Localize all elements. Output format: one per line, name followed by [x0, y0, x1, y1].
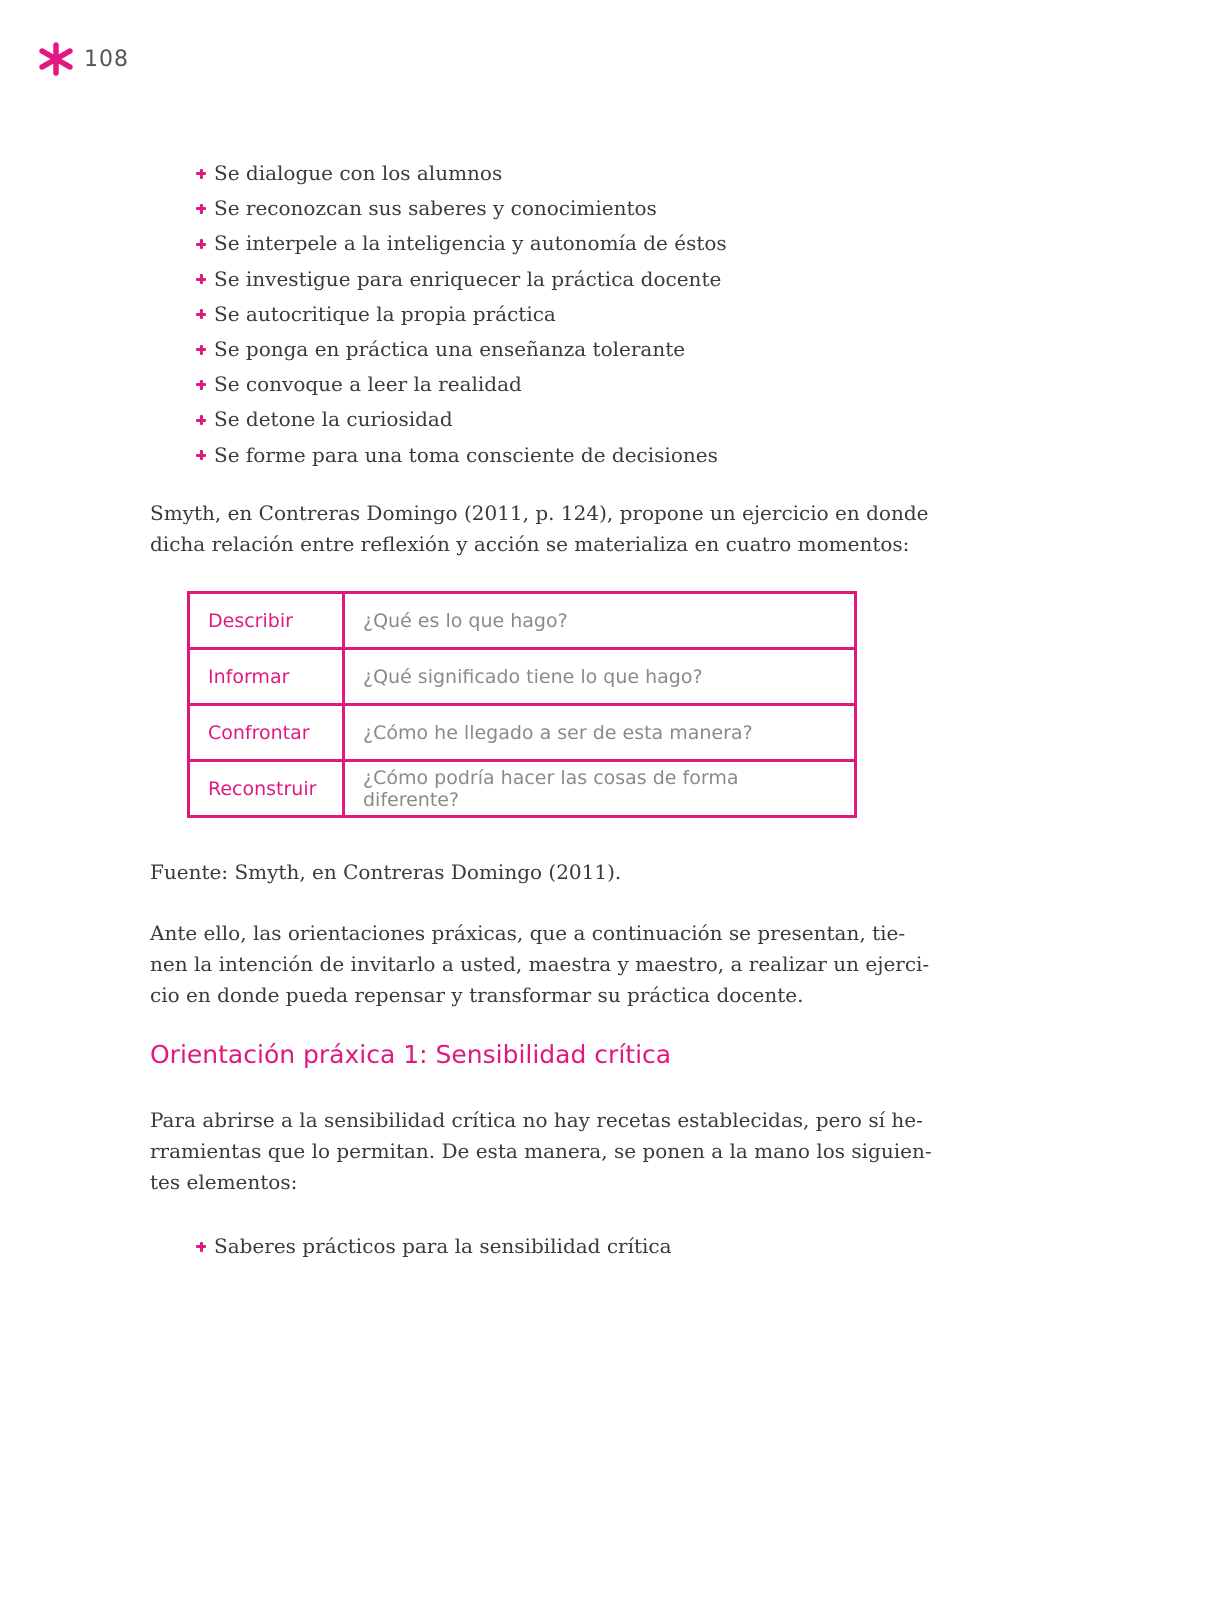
list-item-text: Se reconozcan sus saberes y conocimientos — [214, 196, 657, 221]
table-row — [189, 649, 856, 705]
paragraph-line: nen la intención de invitarlo a usted, maestra y maestro, a realizar un ejerci- — [150, 952, 930, 976]
list-item-text: Se detone la curiosidad — [214, 407, 453, 432]
list-item-text: Se interpele a la inteligencia y autonomía de éstos — [214, 231, 727, 256]
plus-bullet-icon — [196, 274, 206, 284]
list-item — [196, 297, 727, 332]
list-item — [196, 226, 727, 261]
table-row — [189, 761, 856, 817]
paragraph-line: Smyth, en Contreras Domingo (2011, p. 124), propone un ejercicio en donde — [150, 501, 929, 525]
table-question-cell: ¿Cómo he llegado a ser de esta manera? — [344, 705, 856, 761]
plus-bullet-icon — [196, 450, 206, 460]
plus-bullet-icon — [196, 309, 206, 319]
list-item-text: Se investigue para enriquecer la práctica docente — [214, 266, 722, 291]
page-number: 108 — [84, 46, 129, 72]
source-text: Fuente: Smyth, en Contreras Domingo (2011). — [150, 860, 622, 884]
table-term-cell: Describir — [189, 593, 344, 649]
list-item-text: Se ponga en práctica una enseñanza tolerante — [214, 337, 686, 362]
plus-bullet-icon — [196, 345, 206, 355]
table-question-cell: ¿Cómo podría hacer las cosas de forma diferente? — [344, 761, 856, 817]
list-item — [196, 156, 727, 191]
orientation-paragraph — [150, 918, 930, 1011]
list-item — [196, 367, 727, 402]
table-row — [189, 593, 856, 649]
list-item — [196, 262, 727, 297]
table-term-cell: Confrontar — [189, 705, 344, 761]
list-item — [196, 402, 727, 437]
list-item-text: Saberes prácticos para la sensibilidad crítica — [214, 1234, 672, 1258]
plus-bullet-icon — [196, 169, 206, 179]
section-heading: Orientación práxica 1: Sensibilidad crítica — [150, 1040, 672, 1069]
table-question-cell: ¿Qué es lo que hago? — [344, 593, 856, 649]
moments-table — [187, 591, 857, 818]
asterisk-icon — [38, 42, 74, 76]
list-item-text: Se forme para una toma consciente de decisiones — [214, 442, 718, 467]
list-item-text: Se convoque a leer la realidad — [214, 372, 522, 397]
list-item — [196, 332, 727, 367]
bullet-list — [196, 156, 727, 473]
list-item — [196, 1229, 672, 1264]
paragraph-line: Ante ello, las orientaciones práxicas, que a continuación se presentan, tie- — [150, 921, 906, 945]
plus-bullet-icon — [196, 380, 206, 390]
intro-paragraph — [150, 498, 929, 560]
source-note — [150, 857, 910, 888]
page-header — [38, 42, 129, 76]
plus-bullet-icon — [196, 415, 206, 425]
paragraph-line: Para abrirse a la sensibilidad crítica no hay recetas establecidas, pero sí he- — [150, 1108, 923, 1132]
paragraph-line: cio en donde pueda repensar y transformar su práctica docente. — [150, 983, 804, 1007]
list-item-text: Se autocritique la propia práctica — [214, 301, 556, 326]
section-paragraph — [150, 1105, 932, 1198]
table-term-cell: Informar — [189, 649, 344, 705]
table-question-cell: ¿Qué significado tiene lo que hago? — [344, 649, 856, 705]
list-item — [196, 438, 727, 473]
table-row — [189, 705, 856, 761]
paragraph-line: tes elementos: — [150, 1170, 298, 1194]
list-item — [196, 191, 727, 226]
list-item-text: Se dialogue con los alumnos — [214, 161, 503, 185]
plus-bullet-icon — [196, 204, 206, 214]
table-term-cell: Reconstruir — [189, 761, 344, 817]
paragraph-line: dicha relación entre reflexión y acción se materializa en cuatro momentos: — [150, 532, 910, 556]
plus-bullet-icon — [196, 1242, 206, 1252]
plus-bullet-icon — [196, 239, 206, 249]
bullet-list-2 — [196, 1229, 672, 1264]
paragraph-line: rramientas que lo permitan. De esta manera, se ponen a la mano los siguien- — [150, 1139, 932, 1163]
